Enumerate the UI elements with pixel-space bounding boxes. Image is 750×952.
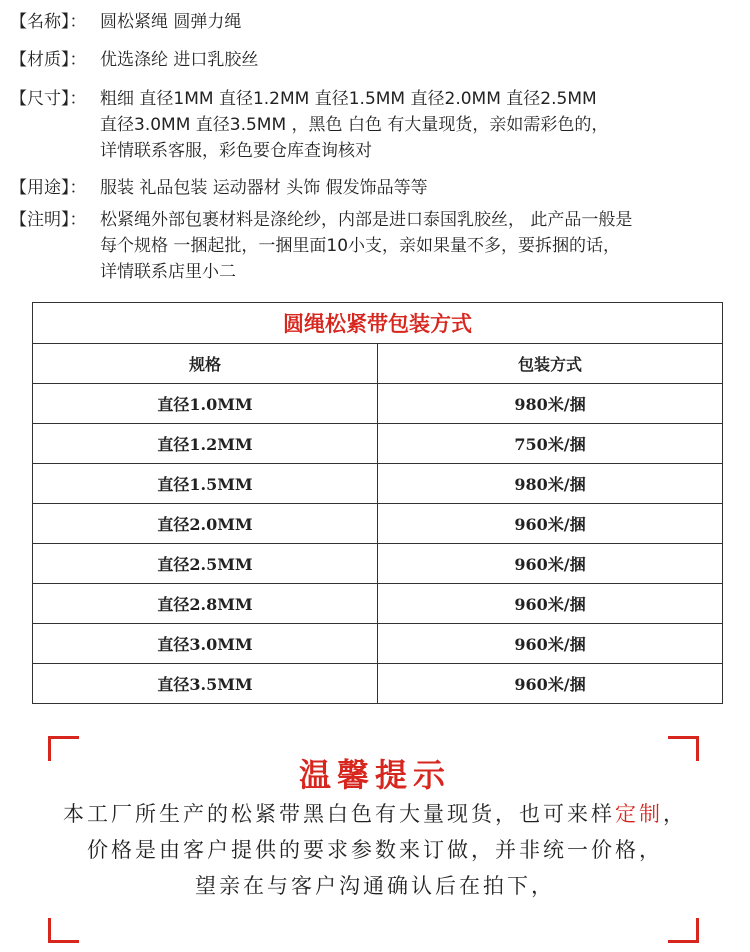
- spec-line: 圆松紧绳 圆弹力绳: [100, 12, 242, 32]
- cell-packaging: 980米/捆: [378, 464, 723, 504]
- table-row: [33, 464, 723, 504]
- spec-line: 松紧绳外部包裹材料是涤纶纱，内部是进口泰国乳胶丝， 此产品一般是: [100, 210, 633, 230]
- tips-line-1-end: ，: [663, 802, 687, 826]
- tips-line-2: 价格是由客户提供的要求参数来订做，并非统一价格，: [87, 838, 663, 862]
- spec-line: 粗细 直径1MM 直径1.2MM 直径1.5MM 直径2.0MM 直径2.5MM: [100, 89, 597, 109]
- spec-content: [100, 86, 608, 164]
- table-row: [33, 504, 723, 544]
- spec-label: 【材质】：: [10, 50, 87, 70]
- tips-highlight: 定制: [615, 802, 663, 826]
- cell-spec: 直径2.5MM: [33, 544, 378, 584]
- table-row: [33, 544, 723, 584]
- table-row: [33, 584, 723, 624]
- spec-usage: [10, 175, 428, 201]
- spec-line: 每个规格 一捆起批，一捆里面10小支，亲如果量不多，要拆捆的话，: [100, 236, 621, 256]
- cell-spec: 直径1.0MM: [33, 384, 378, 424]
- cell-spec: 直径3.0MM: [33, 624, 378, 664]
- spec-label: 【尺寸】：: [10, 89, 87, 109]
- spec-material: [10, 47, 259, 73]
- cell-packaging: 960米/捆: [378, 624, 723, 664]
- spec-content: [100, 207, 632, 285]
- corner-bracket-bottom-right: [668, 918, 699, 943]
- cell-spec: 直径3.5MM: [33, 664, 378, 704]
- tips-line-1: [0, 798, 750, 828]
- spec-name: [10, 9, 242, 35]
- cell-packaging: 960米/捆: [378, 584, 723, 624]
- header-packaging: 包装方式: [378, 344, 723, 384]
- cell-packaging: 750米/捆: [378, 424, 723, 464]
- spec-content: [100, 47, 258, 73]
- spec-line: 直径3.0MM 直径3.5MM ，黑色 白色 有大量现货，亲如需彩色的，: [100, 115, 609, 135]
- table-row: [33, 664, 723, 704]
- spec-label: 【名称】：: [10, 12, 87, 32]
- tips-title: 温馨提示: [298, 756, 451, 794]
- cell-packaging: 960米/捆: [378, 544, 723, 584]
- table-row: [33, 384, 723, 424]
- table-row: [33, 424, 723, 464]
- tips-line-3: 望亲在与客户沟通确认后在拍下，: [195, 874, 555, 898]
- spec-line: 详情联系店里小二: [100, 262, 236, 282]
- spec-content: [100, 9, 241, 35]
- packaging-table: [32, 302, 723, 704]
- tips-line-1-main: 本工厂所生产的松紧带黑白色有大量现货，也可来样: [63, 802, 615, 826]
- cell-spec: 直径2.0MM: [33, 504, 378, 544]
- spec-label: 【用途】：: [10, 178, 87, 198]
- cell-spec: 直径1.5MM: [33, 464, 378, 504]
- table-caption: 圆绳松紧带包装方式: [33, 303, 723, 344]
- cell-packaging: 960米/捆: [378, 664, 723, 704]
- corner-bracket-bottom-left: [48, 918, 79, 943]
- spec-content: [100, 175, 428, 201]
- spec-line: 服装 礼品包装 运动器材 头饰 假发饰品等等: [100, 178, 428, 198]
- spec-label: 【注明】：: [10, 210, 87, 230]
- spec-line: 优选涤纶 进口乳胶丝: [100, 50, 259, 70]
- cell-packaging: 960米/捆: [378, 504, 723, 544]
- spec-size: [10, 86, 609, 161]
- cell-packaging: 980米/捆: [378, 384, 723, 424]
- spec-line: 详情联系客服，彩色要仓库查询核对: [100, 141, 372, 161]
- table-row: [33, 624, 723, 664]
- spec-note: [10, 207, 633, 282]
- cell-spec: 直径1.2MM: [33, 424, 378, 464]
- cell-spec: 直径2.8MM: [33, 584, 378, 624]
- header-spec: 规格: [33, 344, 378, 384]
